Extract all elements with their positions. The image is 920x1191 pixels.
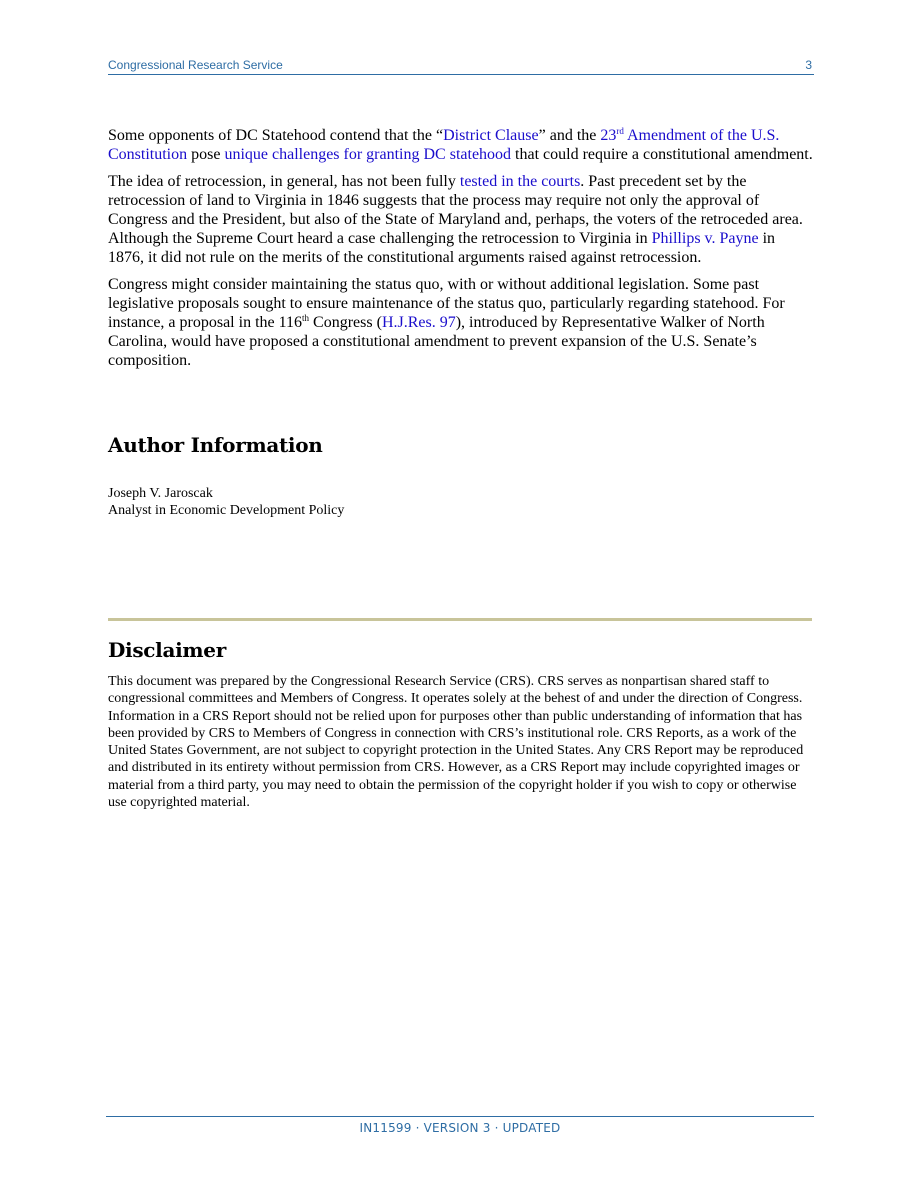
link-phillips-v-payne[interactable]: Phillips v. Payne xyxy=(651,230,759,247)
author-block xyxy=(108,485,344,519)
footer-divider xyxy=(106,1116,814,1117)
author-information-heading: Author Information xyxy=(108,433,323,457)
text-run: The idea of retrocession, in general, has not been fully xyxy=(108,173,460,190)
text-run: Some opponents of DC Statehood contend that the “ xyxy=(108,127,444,144)
paragraph-statehood-opponents xyxy=(108,126,814,164)
author-title: Analyst in Economic Development Policy xyxy=(108,503,345,518)
link-hjres-97[interactable]: H.J.Res. 97 xyxy=(381,314,456,331)
header-org-name: Congressional Research Service xyxy=(108,58,283,72)
header-page-number: 3 xyxy=(805,58,812,72)
section-divider xyxy=(108,618,812,621)
link-unique-challenges[interactable]: unique challenges for granting DC statehood xyxy=(224,146,512,163)
text-run: Congress might consider maintaining the status quo, with or without additional legislation. Some past legislative proposals sought to ensure maintenance of the status quo, particularly regarding statehood. For instance, a proposal in the 116 xyxy=(108,276,785,331)
author-name: Joseph V. Jaroscak xyxy=(108,486,213,501)
text-run: Congress ( xyxy=(309,314,382,331)
page-footer: IN11599 · VERSION 3 · UPDATED xyxy=(359,1121,561,1135)
text-run: ” and the xyxy=(538,127,601,144)
paragraph-status-quo xyxy=(108,275,814,370)
disclaimer-heading: Disclaimer xyxy=(108,638,226,662)
text-run: . Past precedent set by the retrocession of land to Virginia in 1846 suggests that the process may require not only the approval of Congress and the President, but also of the State of Maryland and, perhaps, the voters of the retroceded area. Although the Supreme Court heard a case challenging the retrocession to Virginia in xyxy=(108,173,803,247)
text-run: that could require a constitutional amendment. xyxy=(511,146,813,163)
text-run: in 1876, it did not rule on the merits of the constitutional arguments raised against retrocession. xyxy=(108,230,776,266)
link-district-clause[interactable]: District Clause xyxy=(443,127,539,144)
paragraph-retrocession xyxy=(108,172,814,267)
text-run: pose xyxy=(187,146,225,163)
link-text: 23 xyxy=(600,127,617,144)
link-superscript: rd xyxy=(616,126,624,136)
link-tested-in-courts[interactable]: tested in the courts xyxy=(459,173,581,190)
link-text: Amendment of the U.S. Constitution xyxy=(108,127,780,163)
page-header xyxy=(108,58,814,75)
superscript: th xyxy=(302,313,310,323)
text-run: ), introduced by Representative Walker of North Carolina, would have proposed a constitutional amendment to prevent expansion of the U.S. Senate’s composition. xyxy=(108,314,765,369)
disclaimer-text: This document was prepared by the Congressional Research Service (CRS). CRS serves as nonpartisan shared staff to congressional committees and Members of Congress. It operates solely at the behest of and under the direction of Congress. Information in a CRS Report should not be relied upon for purposes other than public understanding of information that has been provided by CRS to Members of Congress in connection with CRS’s institutional role. CRS Reports, as a work of the United States Government, are not subject to copyright protection in the United States. Any CRS Report may be reproduced and distributed in its entirety without permission from CRS. However, as a CRS Report may include copyrighted images or material from a third party, you may need to obtain the permission of the copyright holder if you wish to copy or otherwise use copyrighted material. xyxy=(108,674,804,811)
main-content xyxy=(108,126,814,378)
